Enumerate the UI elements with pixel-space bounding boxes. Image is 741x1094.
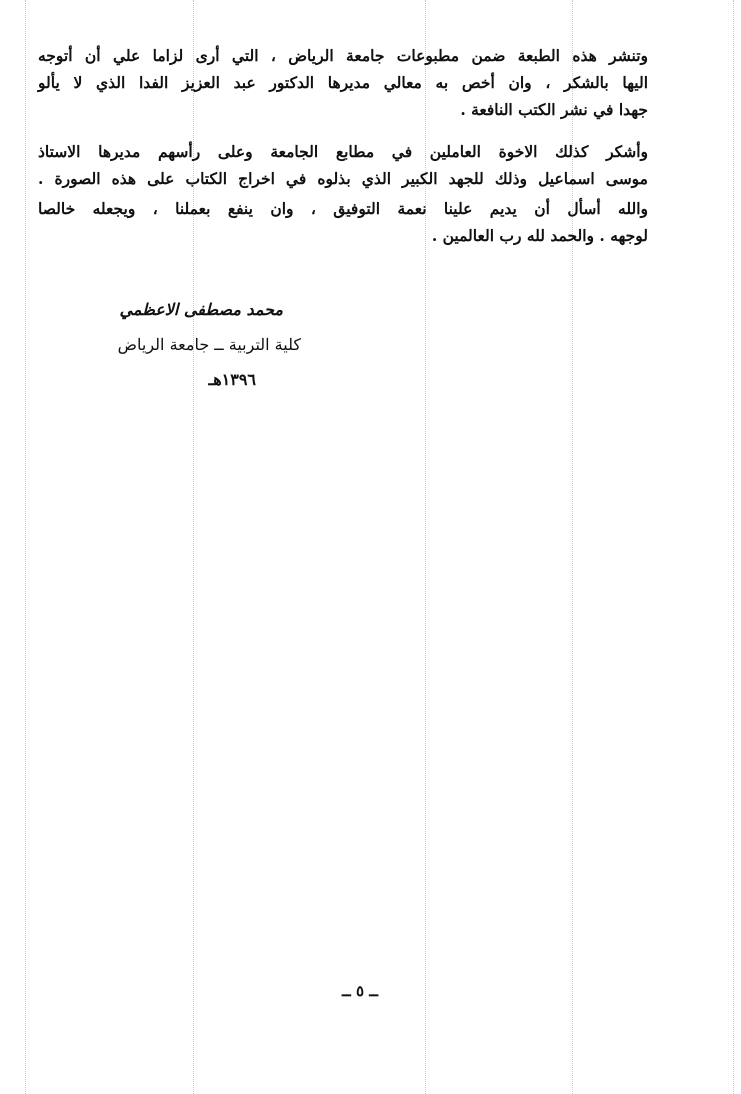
scan-artifact-line <box>733 0 734 1094</box>
scan-artifact-line <box>25 0 26 1094</box>
paragraph-closing-prayer <box>38 195 648 249</box>
paragraph-line: اليها بالشكر ، وان أخص به معالي مديرها الدكتور عبد العزيز الفدا الذي لا يألو <box>38 73 648 92</box>
paragraph-line: موسى اسماعيل وذلك للجهد الكبير الذي بذلوه في اخراج الكتاب على هذه الصورة . <box>38 169 648 188</box>
paragraph-line: جهدا في نشر الكتب النافعة . <box>460 100 648 119</box>
paragraph-line: وأشكر كذلك الاخوة العاملين في مطابع الجامعة وعلى رأسهم مديرها الاستاذ <box>38 142 648 161</box>
paragraph-thanks-press <box>38 138 648 192</box>
paragraph-thanks-university <box>38 42 648 123</box>
author-name: محمد مصطفى الاعظمي <box>119 300 283 319</box>
signature-date: ١٣٩٦هـ <box>208 370 256 389</box>
page-number: ــ ٥ ــ <box>341 982 379 1000</box>
author-affiliation: كلية التربية ــ جامعة الرياض <box>117 335 301 354</box>
paragraph-line: والله أسأل أن يديم علينا نعمة التوفيق ، وان ينفع بعملنا ، ويجعله خالصا <box>38 199 648 218</box>
paragraph-line: وتنشر هذه الطبعة ضمن مطبوعات جامعة الرياض ، التي أرى لزاما علي أن أتوجه <box>38 46 649 65</box>
paragraph-line: لوجهه . والحمد لله رب العالمين . <box>431 226 648 245</box>
